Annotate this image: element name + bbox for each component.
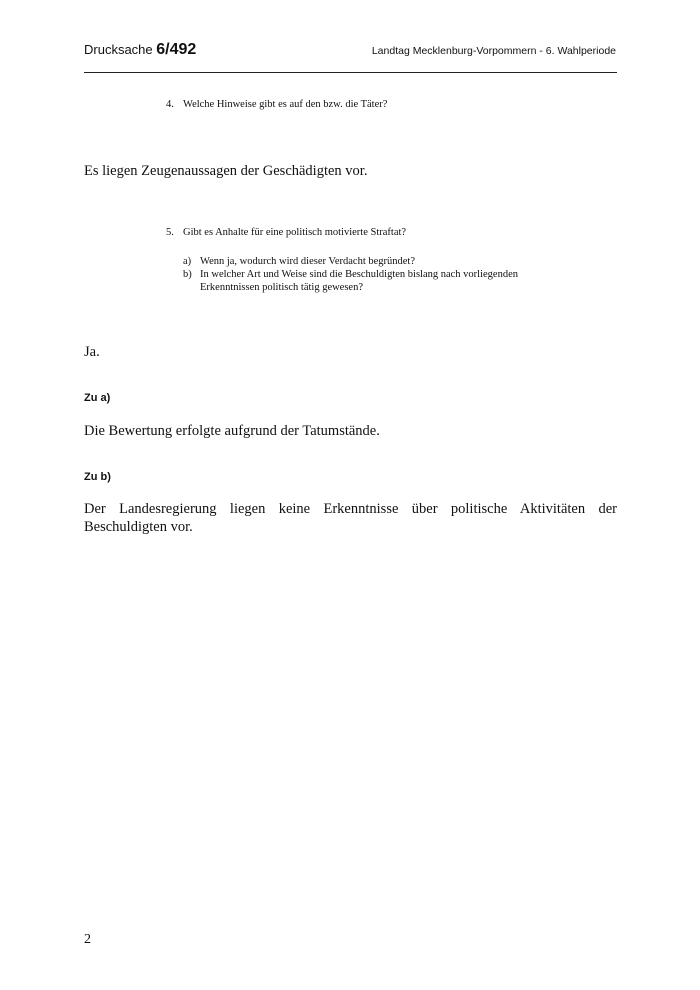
question-5-sub-b (183, 268, 518, 294)
question-5-text: Gibt es Anhalte für eine politisch motivierte Straftat? (183, 227, 407, 238)
sub-b-text: In welcher Art und Weise sind die Beschuldigten bislang nach vorliegenden Erkenntnissen politisch tätig gewesen? (200, 269, 518, 293)
document-id (84, 42, 196, 58)
question-4 (166, 99, 387, 110)
document-number: 6/492 (156, 41, 197, 58)
question-5 (166, 227, 406, 238)
answer-4: Es liegen Zeugenaussagen der Geschädigten vor. (84, 163, 368, 179)
question-5-sub-a (183, 255, 518, 268)
sub-a-text: Wenn ja, wodurch wird dieser Verdacht begründet? (200, 256, 416, 267)
question-4-number: 4. (166, 99, 174, 110)
answer-5: Ja. (84, 344, 100, 360)
document-label: Drucksache (84, 42, 153, 57)
sub-a-letter: a) (183, 256, 192, 267)
zu-b-heading: Zu b) (84, 471, 111, 483)
zu-a-text: Die Bewertung erfolgte aufgrund der Tatumstände. (84, 423, 380, 439)
sub-b-letter: b) (183, 269, 192, 280)
page-number: 2 (84, 932, 91, 947)
zu-a-heading: Zu a) (84, 392, 111, 404)
header-rule (84, 72, 617, 73)
institution-header: Landtag Mecklenburg-Vorpommern - 6. Wahlperiode (371, 45, 616, 57)
question-5-number: 5. (166, 227, 174, 238)
zu-b-text: Der Landesregierung liegen keine Erkenntnisse über politische Aktivitäten der Beschuldigten vor. (84, 501, 617, 535)
question-4-text: Welche Hinweise gibt es auf den bzw. die Täter? (183, 99, 388, 110)
